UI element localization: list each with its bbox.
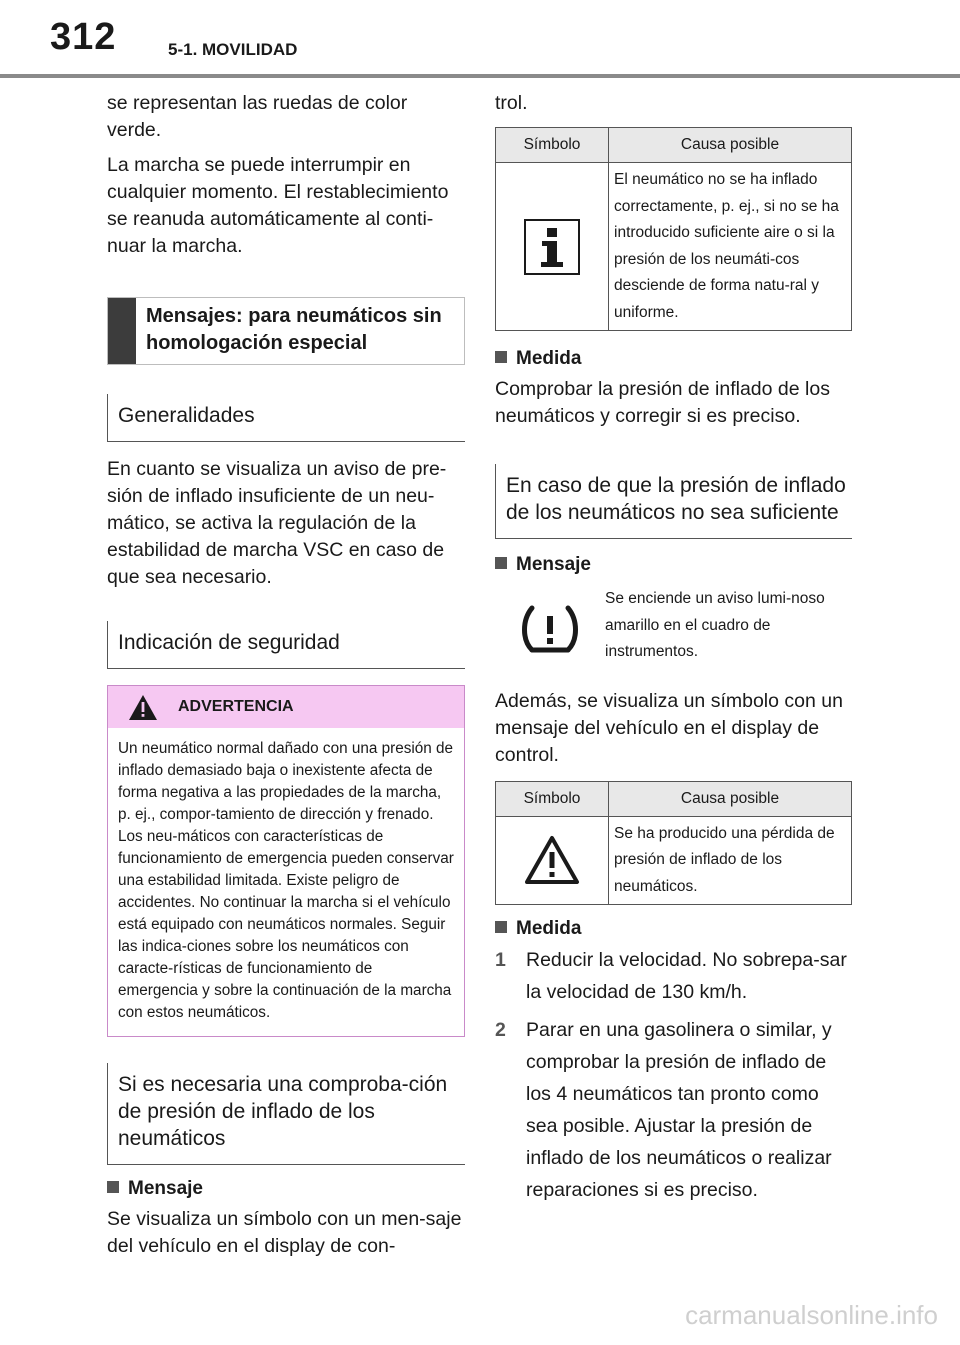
block-heading-text: Mensajes: para neumáticos sin homologación especial bbox=[146, 305, 442, 354]
step-1 bbox=[495, 944, 852, 1008]
step-2-text: Parar en una gasolinera o similar, y comprobar la presión de inflado de los 4 neumáticos tan pronto como sea posible. Ajustar la presión de inflado de los neumáticos o realizar reparaciones si es preciso. bbox=[526, 1019, 832, 1201]
message-label-right: Mensaje bbox=[495, 551, 852, 578]
bullet-square-icon bbox=[495, 351, 507, 363]
low-pressure-heading: En caso de que la presión de inflado de los neumáticos no sea suficiente bbox=[495, 464, 852, 539]
warning-triangle-icon bbox=[524, 835, 580, 885]
intro-paragraph-1: se representan las ruedas de color verde. bbox=[107, 92, 408, 141]
warning-title: ADVERTENCIA bbox=[178, 698, 294, 715]
warning-text: Un neumático normal dañado con una presión de inflado demasiado baja o inexistente afecta de forma negativa a las propiedades de la marcha, p. ej., compor-tamiento de dirección y frenado. Los neu-máticos con características de funcionamiento de emergencia pueden conservar una estabilidad limitada. Existe peligro de accidentes. No continuar la marcha si el vehículo está equipado con neumáticos normales. Seguir las indica-ciones sobre los neumáticos con caracte-rísticas de funcionamiento de emergencia y sobre la continuación de la marcha con estos neumáticos. bbox=[118, 740, 454, 1021]
header-rule bbox=[0, 74, 960, 78]
step-2 bbox=[495, 1014, 852, 1206]
measure2-label: Medida bbox=[495, 915, 852, 942]
measure1-paragraph: Comprobar la presión de inflado de los neumáticos y corregir si es preciso. bbox=[495, 378, 830, 427]
block-heading bbox=[107, 297, 465, 365]
bullet-square-icon bbox=[495, 921, 507, 933]
page-header bbox=[0, 0, 960, 78]
measure1-label: Medida bbox=[495, 345, 852, 372]
step-1-number: 1 bbox=[495, 949, 506, 971]
check-heading: Si es necesaria una comproba-ción de presión de inflado de los neumáticos bbox=[107, 1063, 465, 1165]
symbol-table-2 bbox=[495, 781, 852, 906]
intro-paragraph-2: La marcha se puede interrumpir en cualquier momento. El restablecimiento se reanuda automáticamente al conti-nuar la marcha. bbox=[107, 154, 449, 257]
info-icon bbox=[524, 219, 580, 275]
warning-triangle-icon bbox=[128, 694, 158, 721]
tire-pressure-warning-icon bbox=[520, 604, 580, 656]
also-paragraph: Además, se visualiza un símbolo con un mensaje del vehículo en el display de control. bbox=[495, 689, 843, 766]
safety-heading: Indicación de seguridad bbox=[107, 621, 465, 669]
section-title: 5-1. MOVILIDAD bbox=[168, 40, 298, 59]
block-heading-bar bbox=[108, 298, 136, 364]
message-paragraph: Se visualiza un símbolo con un men-saje del vehículo en el display de con- bbox=[107, 1208, 462, 1257]
page-number: 312 bbox=[50, 16, 117, 58]
message-label: Mensaje bbox=[107, 1175, 465, 1202]
table1-header-cause: Causa posible bbox=[609, 128, 852, 163]
message-row bbox=[495, 586, 852, 666]
bullet-square-icon bbox=[495, 557, 507, 569]
step-1-text: Reducir la velocidad. No sobrepa-sar la velocidad de 130 km/h. bbox=[526, 949, 847, 1003]
message-text: Se enciende un aviso lumi-noso amarillo en el cuadro de instrumentos. bbox=[605, 590, 825, 660]
continued-paragraph: trol. bbox=[495, 92, 528, 114]
symbol-table-1 bbox=[495, 127, 852, 331]
general-paragraph: En cuanto se visualiza un aviso de pre-sión de inflado insuficiente de un neu-mático, se activa la regulación de la estabilidad de marcha VSC en caso de que sea necesario. bbox=[107, 458, 447, 588]
bullet-square-icon bbox=[107, 1181, 119, 1193]
watermark: carmanualsonline.info bbox=[685, 1300, 938, 1330]
table2-header-symbol: Símbolo bbox=[496, 781, 609, 816]
table2-header-cause: Causa posible bbox=[609, 781, 852, 816]
warning-box bbox=[107, 685, 465, 1037]
table2-cause: Se ha producido una pérdida de presión de inflado de los neumáticos. bbox=[609, 816, 852, 905]
right-column bbox=[495, 90, 852, 1206]
left-column bbox=[107, 90, 465, 1260]
general-heading: Generalidades bbox=[107, 394, 465, 442]
table1-cause: El neumático no se ha inflado correctamente, p. ej., si no se ha introducido suficiente aire o si la presión de los neumáti-cos desciende de forma natu-ral y uniforme. bbox=[609, 163, 852, 331]
table1-header-symbol: Símbolo bbox=[496, 128, 609, 163]
warning-header bbox=[108, 686, 464, 728]
step-2-number: 2 bbox=[495, 1019, 506, 1041]
